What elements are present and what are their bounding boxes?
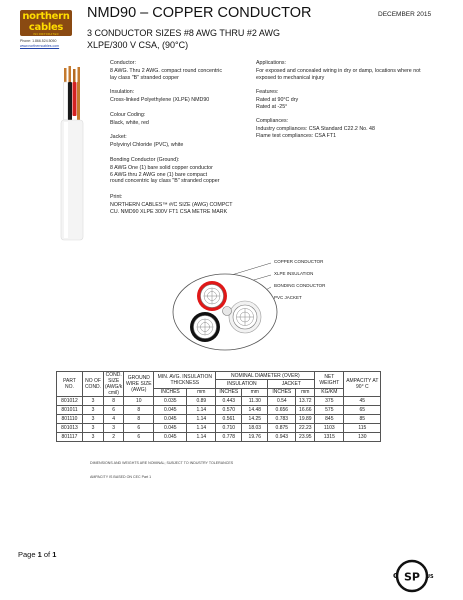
header-min-insulation: MIN. AVG. INSULATION THICKNESS bbox=[154, 372, 216, 389]
spec-heading: Applications: bbox=[256, 60, 287, 66]
spec-value: 8 AWG One (1) bare solid copper conductor 6 AWG thru 2 AWG one (1) bare compact round concentric lay class "B" stranded copper bbox=[110, 165, 220, 185]
cell-dia-jacket-inches: 0.943 bbox=[268, 433, 296, 442]
spec-value: Polyvinyl Chloride (PVC), white bbox=[110, 142, 184, 149]
specifications-table bbox=[56, 371, 381, 442]
cell-weight: 845 bbox=[315, 415, 344, 424]
header-jacket: JACKET bbox=[268, 380, 315, 388]
subtitle-line2: XLPE/300 V CSA, (90°C) bbox=[87, 40, 189, 50]
spec-value: Industry compliances: CSA Standard C22.2 No. 48 Flame test compliances: CSA FT1 bbox=[256, 126, 375, 139]
page-number bbox=[18, 550, 56, 559]
cell-ground-size: 8 bbox=[124, 415, 154, 424]
header-num-cond: NO OF COND. bbox=[83, 372, 104, 397]
spec-value: Rated at 90°C dry Rated at -25° bbox=[256, 97, 299, 110]
spec-value: For exposed and concealed wiring in dry or damp, locations where not exposed to mechanical injury bbox=[256, 68, 421, 81]
page-prefix: Page bbox=[18, 550, 38, 559]
cell-ampacity: 85 bbox=[344, 415, 381, 424]
note-dimensions: DIMENSIONS AND WEIGHTS ARE NOMINAL; SUBJECT TO INDUSTRY TOLERANCES bbox=[90, 461, 234, 465]
spec-print bbox=[110, 194, 232, 215]
cell-cond-size: 2 bbox=[104, 433, 124, 442]
cell-ins-inches: 0.045 bbox=[154, 424, 187, 433]
spec-applications bbox=[256, 60, 421, 81]
company-logo bbox=[20, 10, 72, 36]
cell-ins-inches: 0.045 bbox=[154, 406, 187, 415]
header-nominal-diameter: NOMINAL DIAMETER (OVER) bbox=[216, 372, 315, 380]
cell-part-no: 801110 bbox=[57, 415, 83, 424]
note-ampacity: AMPACITY IS BASED ON CEC Part 1 bbox=[90, 475, 152, 479]
cell-ampacity: 115 bbox=[344, 424, 381, 433]
cell-dia-jacket-inches: 0.783 bbox=[268, 415, 296, 424]
spec-compliances bbox=[256, 118, 375, 139]
cell-ampacity: 130 bbox=[344, 433, 381, 442]
spec-value: NORTHERN CABLES™ #/C SIZE (AWG) COMPCT CU. NMD90 XLPE 300V FT1 CSA METRE MARK bbox=[110, 202, 233, 215]
spec-heading: Insulation: bbox=[110, 89, 135, 95]
header-cond-size: COND. SIZE (AWG/k cmil) bbox=[105, 372, 123, 396]
cell-part-no: 801012 bbox=[57, 397, 83, 406]
cell-dia-jacket-inches: 0.656 bbox=[268, 406, 296, 415]
spec-heading: Colour Coding: bbox=[110, 112, 146, 118]
cell-ins-inches: 0.045 bbox=[154, 433, 187, 442]
spec-heading: Print: bbox=[110, 194, 123, 200]
cell-ground-size: 6 bbox=[124, 424, 154, 433]
cell-ground-size: 10 bbox=[124, 397, 154, 406]
cell-dia-ins-mm: 14.48 bbox=[242, 406, 268, 415]
cell-ground-size: 6 bbox=[124, 433, 154, 442]
contact-website[interactable]: www.northerncables.com bbox=[20, 44, 60, 48]
cell-weight: 1315 bbox=[315, 433, 344, 442]
page-current: 1 bbox=[37, 550, 42, 559]
cable-cross-section-diagram bbox=[165, 255, 345, 360]
cell-dia-jacket-mm: 23.95 bbox=[296, 433, 315, 442]
cell-dia-jacket-mm: 22.23 bbox=[296, 424, 315, 433]
csa-mark-us: US bbox=[426, 574, 434, 580]
unit-mm: mm bbox=[187, 388, 216, 396]
header-net-weight: NET WEIGHT bbox=[315, 372, 344, 389]
cell-dia-ins-inches: 0.570 bbox=[216, 406, 242, 415]
cell-part-no: 801117 bbox=[57, 433, 83, 442]
unit-inches: INCHES bbox=[216, 388, 242, 396]
cell-ins-mm: 1.14 bbox=[187, 433, 216, 442]
cell-dia-ins-mm: 11.30 bbox=[242, 397, 268, 406]
unit-mm: mm bbox=[296, 388, 315, 396]
cell-cond-size: 3 bbox=[104, 424, 124, 433]
table-row bbox=[57, 424, 381, 433]
callout-xlpe-insulation: XLPE INSULATION bbox=[274, 271, 314, 276]
document-date: DECEMBER 2015 bbox=[378, 11, 432, 18]
page-of: of bbox=[41, 550, 53, 559]
contact-phone: Phone: 1.866.524.5050 bbox=[20, 39, 57, 43]
cell-ins-mm: 0.89 bbox=[187, 397, 216, 406]
spec-heading: Jacket: bbox=[110, 134, 127, 140]
document-title: NMD90 – COPPER CONDUCTOR bbox=[87, 5, 312, 21]
cell-ground-size: 8 bbox=[124, 406, 154, 415]
cell-weight: 575 bbox=[315, 406, 344, 415]
logo-line1: northern bbox=[22, 11, 70, 22]
table-row bbox=[57, 415, 381, 424]
cell-ins-mm: 1.14 bbox=[187, 424, 216, 433]
csa-certification-mark bbox=[392, 556, 432, 596]
cell-ins-inches: 0.045 bbox=[154, 415, 187, 424]
cell-num-cond: 3 bbox=[83, 415, 104, 424]
cell-dia-jacket-mm: 13.72 bbox=[296, 397, 315, 406]
cable-illustration bbox=[55, 64, 95, 244]
header-ampacity: AMPACITY AT 90° C bbox=[344, 372, 381, 397]
cell-dia-jacket-mm: 16.66 bbox=[296, 406, 315, 415]
cell-dia-ins-inches: 0.561 bbox=[216, 415, 242, 424]
spec-heading: Bonding Conductor (Ground): bbox=[110, 157, 180, 163]
unit-kg-km: KG/KM bbox=[315, 388, 344, 396]
logo-line3: INCORPORATED bbox=[33, 33, 59, 36]
cell-dia-jacket-mm: 19.89 bbox=[296, 415, 315, 424]
cell-num-cond: 3 bbox=[83, 397, 104, 406]
spec-heading: Features: bbox=[256, 89, 279, 95]
spec-features bbox=[256, 89, 298, 110]
callout-bonding-conductor: BONDING CONDUCTOR bbox=[274, 283, 326, 288]
csa-mark-text: SP bbox=[404, 570, 420, 584]
spec-heading: Compliances: bbox=[256, 118, 289, 124]
subtitle-line1: 3 CONDUCTOR SIZES #8 AWG THRU #2 AWG bbox=[87, 28, 281, 38]
callout-pvc-jacket: PVC JACKET bbox=[274, 295, 302, 300]
spec-insulation bbox=[110, 89, 209, 104]
cell-weight: 1103 bbox=[315, 424, 344, 433]
header-ground-wire-size: GROUND WIRE SIZE (AWG) bbox=[124, 372, 154, 397]
cell-cond-size: 6 bbox=[104, 406, 124, 415]
cell-ins-inches: 0.035 bbox=[154, 397, 187, 406]
cell-dia-ins-mm: 18.03 bbox=[242, 424, 268, 433]
cell-weight: 375 bbox=[315, 397, 344, 406]
unit-mm: mm bbox=[242, 388, 268, 396]
spec-colour-coding bbox=[110, 112, 149, 127]
cell-cond-size: 8 bbox=[104, 397, 124, 406]
cell-dia-ins-inches: 0.778 bbox=[216, 433, 242, 442]
cell-num-cond: 3 bbox=[83, 424, 104, 433]
cell-ampacity: 45 bbox=[344, 397, 381, 406]
cell-dia-jacket-inches: 0.875 bbox=[268, 424, 296, 433]
cell-ins-mm: 1.14 bbox=[187, 406, 216, 415]
spec-jacket bbox=[110, 134, 183, 149]
logo-line2: cables bbox=[28, 22, 64, 33]
cell-part-no: 801013 bbox=[57, 424, 83, 433]
cell-dia-ins-inches: 0.710 bbox=[216, 424, 242, 433]
spec-heading: Conductor: bbox=[110, 60, 136, 66]
document-subtitle bbox=[87, 27, 280, 51]
csa-mark-c: C bbox=[393, 572, 399, 580]
table-row bbox=[57, 406, 381, 415]
cell-cond-size: 4 bbox=[104, 415, 124, 424]
header-part-no: PART NO. bbox=[57, 372, 83, 397]
cell-dia-ins-mm: 14.25 bbox=[242, 415, 268, 424]
cell-num-cond: 3 bbox=[83, 433, 104, 442]
cell-ins-mm: 1.14 bbox=[187, 415, 216, 424]
spec-value: Cross-linked Polyethylene (XLPE) NMD90 bbox=[110, 97, 210, 104]
spec-value: Black, white, red bbox=[110, 120, 149, 127]
page-total: 1 bbox=[52, 550, 57, 559]
unit-inches: INCHES bbox=[268, 388, 296, 396]
cell-dia-ins-mm: 19.76 bbox=[242, 433, 268, 442]
header-insulation: INSULATION bbox=[216, 380, 268, 388]
cell-part-no: 801011 bbox=[57, 406, 83, 415]
spec-value: 8 AWG. Thru 2 AWG. compact round concentric lay class "B" stranded copper bbox=[110, 68, 222, 81]
spec-bonding-conductor bbox=[110, 157, 219, 185]
table-row bbox=[57, 397, 381, 406]
cell-dia-ins-inches: 0.443 bbox=[216, 397, 242, 406]
unit-inches: INCHES bbox=[154, 388, 187, 396]
table-row bbox=[57, 433, 381, 442]
spec-conductor bbox=[110, 60, 222, 81]
cell-num-cond: 3 bbox=[83, 406, 104, 415]
cell-dia-jacket-inches: 0.54 bbox=[268, 397, 296, 406]
cell-ampacity: 65 bbox=[344, 406, 381, 415]
callout-copper-conductor: COPPER CONDUCTOR bbox=[274, 259, 324, 264]
